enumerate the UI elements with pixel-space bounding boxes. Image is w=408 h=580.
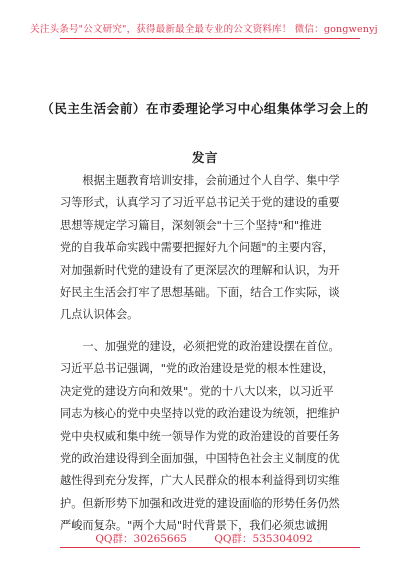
paragraph-intro <box>60 170 352 327</box>
header-divider <box>60 38 360 39</box>
text-line: 党中央权威和集中统一领导作为党的政治建设的首要任务 <box>60 429 340 443</box>
qq-group-1: QQ群：30265665 <box>95 533 187 545</box>
text-line: 对加强新时代党的建设有了更深层次的理解和认识，为开 <box>60 263 340 277</box>
header-note: 关注头条号"公文研究"，获得最新最全最专业的公文资料库！ 微信：gongwenyj <box>30 24 378 35</box>
text-line: 好民主生活会打牢了思想基础。下面，结合工作实际，谈 <box>60 285 340 299</box>
text-line: 越性得到充分发挥，广大人民群众的根本利益得到切实维 <box>60 474 340 488</box>
text-line: 根据主题教育培训安排，会前通过个人自学、集中学 <box>60 174 340 187</box>
text-line: 护。但新形势下加强和改进党的建设面临的形势任务仍然 <box>60 496 340 510</box>
text-line: 习近平总书记强调，"党的政治建设是党的根本性建设， <box>60 362 334 376</box>
footer-contact <box>0 531 408 546</box>
text-line: 思想等规定学习篇目，深刻领会"十三个坚持"和"推进 <box>60 218 322 232</box>
text-line: 严峻而复杂。"两个大局"时代背景下，我们必须忠诚拥 <box>60 519 328 533</box>
qq-group-2: QQ群：535304092 <box>214 533 313 545</box>
document-title-continued: 发言 <box>191 150 219 165</box>
text-line: 一、加强党的建设，必须把党的政治建设摆在首位。 <box>60 340 340 353</box>
text-line: 习等形式，认真学习了习近平总书记关于党的建设的重要 <box>60 196 340 210</box>
paragraph-section-one <box>60 336 352 538</box>
text-line: 党的自我革命实践中需要把握好九个问题"的主要内容， <box>60 241 334 255</box>
text-line: 同志为核心的党中央坚持以党的政治建设为统领，把维护 <box>60 407 340 421</box>
text-line: 决定党的建设方向和效果"。党的十八大以来，以习近平 <box>60 384 334 398</box>
text-line: 几点认识体会。 <box>60 308 139 322</box>
footer-divider <box>60 547 360 548</box>
document-title: （民主生活会前）在市委理论学习中心组集体学习会上的 <box>41 101 369 116</box>
text-line: 党的政治建设得到全面加强，中国特色社会主义制度的优 <box>60 451 340 465</box>
